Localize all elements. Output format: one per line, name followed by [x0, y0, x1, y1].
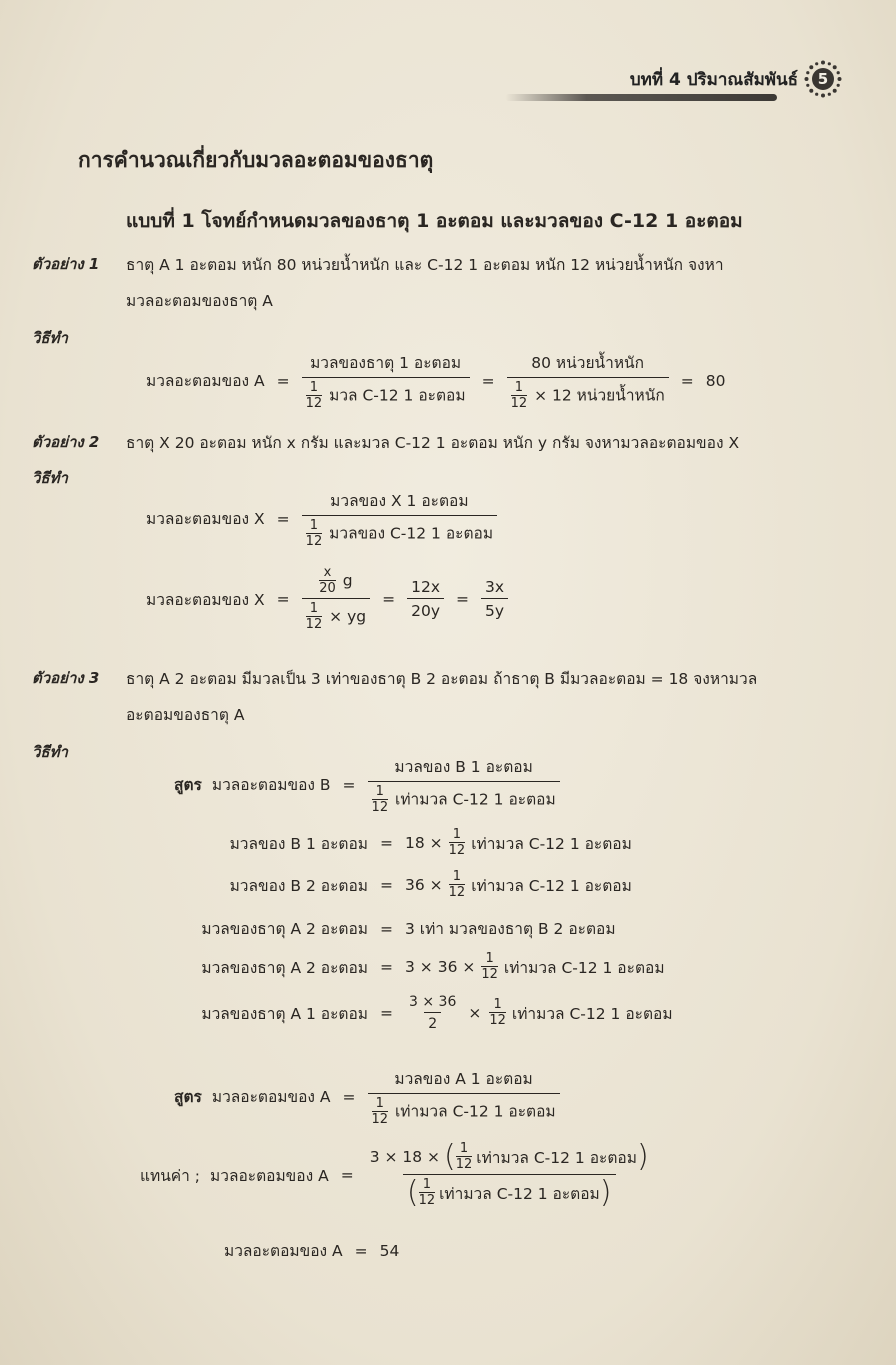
method-label-2: วิธีทำ [32, 469, 68, 487]
example-2-label: ตัวอย่าง 2 [32, 433, 100, 451]
example-1-equation: มวลอะตอมของ A = มวลของธาตุ 1 อะตอม $\frac{1}{12}$ มวล C-12 1 อะตอม = 80 หน่วยน้ำหนัก $\frac{1}{12}$ × 12 หน่วยน้ำหนัก = 80 [146, 350, 725, 411]
example-3-line2: อะตอมของธาตุ A [126, 706, 245, 724]
example-3-line1: ธาตุ A 2 อะตอม มีมวลเป็น 3 เท่าของธาตุ B 2 อะตอม ถ้าธาตุ B มีมวลอะตอม = 18 จงหามวล [126, 670, 758, 688]
page-number: 5 [812, 68, 834, 90]
row-a2: มวลของธาตุ A 2 อะตอม = 3 × 36 × $\frac{1}{12}$ เท่ามวล C-12 1 อะตอม [201, 951, 665, 982]
example-1-label: ตัวอย่าง 1 [32, 255, 100, 273]
example-1-line2: มวลอะตอมของธาตุ A [126, 292, 273, 310]
substitution: แทนค่า ; มวลอะตอมของ A = 3 × 18 × ( 1 12 เท่ามวล C-12 1 อะตอม ) ( 1 12 เท่ามวล C-12 1 อะตอม ) [140, 1139, 649, 1210]
subsection-title: แบบที่ 1 โจทย์กำหนดมวลของธาตุ 1 อะตอม และมวลของ C-12 1 อะตอม [126, 210, 743, 232]
method-label-1: วิธีทำ [32, 329, 68, 347]
lhs: มวลอะตอมของ A [146, 372, 265, 390]
chapter-header: บทที่ 4 ปริมาณสัมพันธ์ [629, 70, 798, 90]
example-1-line1: ธาตุ A 1 อะตอม หนัก 80 หน่วยน้ำหนัก และ C-12 1 อะตอม หนัก 12 หน่วยน้ำหนัก จงหา [126, 256, 724, 274]
result: 80 [705, 371, 726, 390]
example-2-line1: ธาตุ X 20 อะตอม หนัก x กรัม และมวล C-12 1 อะตอม หนัก y กรัม จงหามวลอะตอมของ X [126, 434, 740, 452]
fraction: มวลของ X 1 อะตอม $\frac{1}{12}$ มวลของ C-12 1 อะตอม [302, 488, 497, 549]
section-title: การคำนวณเกี่ยวกับมวลอะตอมของธาตุ [78, 148, 434, 172]
example-3-label: ตัวอย่าง 3 [32, 669, 100, 687]
page-number-badge [804, 60, 842, 98]
fraction: $\frac{x}{20}$ g $\frac{1}{12}$ × yg [302, 566, 370, 632]
row-a1: มวลของธาตุ A 1 อะตอม = $\frac{3 \times 36}{2}$ × $\frac{1}{12}$ เท่ามวล C-12 1 อะตอม [201, 994, 673, 1032]
example-2-equation-2: มวลอะตอมของ X = $\frac{x}{20}$ g $\frac{1}{12}$ × yg = $\frac{12x}{20y}$ = $\frac{3x}{5y}$ [146, 566, 508, 632]
example-2-equation-1: มวลอะตอมของ X = มวลของ X 1 อะตอม $\frac{1}{12}$ มวลของ C-12 1 อะตอม [146, 488, 497, 549]
final-value: 54 [379, 1241, 400, 1260]
formula-a: สูตร มวลอะตอมของ A = มวลของ A 1 อะตอม $\frac{1}{12}$ เท่ามวล C-12 1 อะตอม [174, 1066, 560, 1127]
row-b2: มวลของ B 2 อะตอม = 36 × $\frac{1}{12}$ เท่ามวล C-12 1 อะตอม [229, 869, 632, 900]
fraction: มวลของธาตุ 1 อะตอม $\frac{1}{12}$ มวล C-12 1 อะตอม [302, 350, 470, 411]
method-label-3: วิธีทำ [32, 743, 68, 761]
header-rule [505, 94, 777, 101]
formula-b: สูตร มวลอะตอมของ B = มวลของ B 1 อะตอม $\frac{1}{12}$ เท่ามวล C-12 1 อะตอม [174, 754, 560, 815]
final-answer: มวลอะตอมของ A = 54 [224, 1241, 400, 1260]
fraction: 80 หน่วยน้ำหนัก $\frac{1}{12}$ × 12 หน่วยน้ำหนัก [507, 350, 669, 411]
row-b1: มวลของ B 1 อะตอม = 18 × $\frac{1}{12}$ เท่ามวล C-12 1 อะตอม [229, 827, 632, 858]
row-a2-ratio: มวลของธาตุ A 2 อะตอม = 3 เท่า มวลของธาตุ B 2 อะตอม [201, 919, 616, 938]
